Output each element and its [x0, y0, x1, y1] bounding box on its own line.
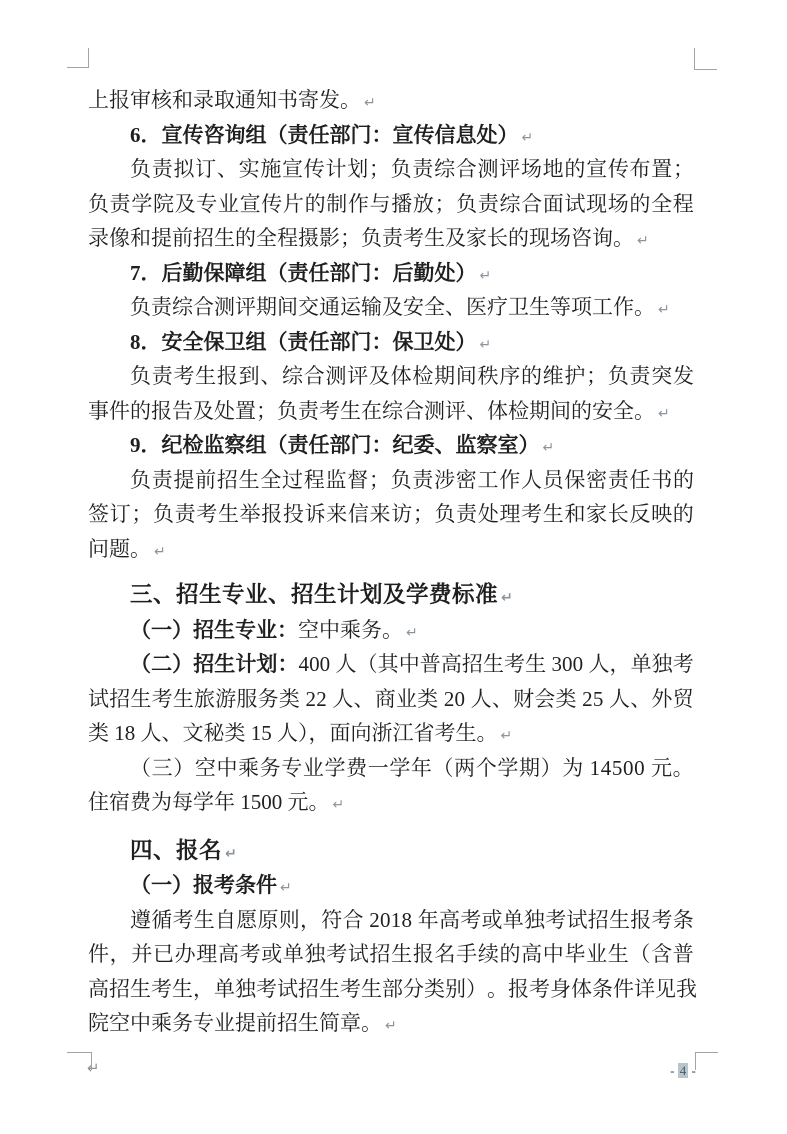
text-run-bold: 四、报名	[130, 837, 223, 863]
paragraph-mark-icon: ↵	[154, 543, 166, 560]
page-number-dash-left: -	[670, 1063, 678, 1078]
text-line: 高 招 生 考 生 ， 单 独 考 试 招 生 考 生 部 分 类 别 ） 。 报 考 身 体 条 件 详 见 我	[88, 976, 697, 1001]
text-run-bold: 7．后勤保障组（责任部门：后勤处）	[130, 260, 477, 285]
paragraph-mark-icon: ↵	[479, 336, 492, 353]
text-line: 试 招 生 考 生 旅 游 服 务 类 2 2 人 、 商 业 类 2 0 人 、 财 会 类 2 5 人 、 外 贸	[88, 686, 694, 711]
text-line	[88, 118, 694, 153]
text-line	[88, 290, 694, 325]
text-run-bold: 6．宣传咨询组（责任部门：宣传信息处）	[130, 122, 519, 147]
paragraph-mark-icon: ↵	[332, 797, 345, 813]
page-number	[662, 1062, 704, 1080]
text-line	[88, 716, 694, 751]
text-run: 录像和提前招生的全程摄影；负责考生及家长的现场咨询。	[88, 226, 634, 250]
text-line	[88, 613, 694, 648]
crop-mark-top-right-icon	[694, 48, 717, 70]
paragraph-mark-icon: ↵	[521, 129, 534, 146]
text-run: 空中乘务。	[298, 617, 403, 642]
text-line: 件 ， 并 已 办 理 高 考 或 单 独 考 试 招 生 报 名 手 续 的 高 中 毕 业 生 （ 含 普	[88, 942, 694, 966]
text-run: 负责综合测评期间交通运输及安全、医疗卫生等项工作。	[130, 295, 655, 319]
text-run: 类 18 人、文秘类 15 人），面向浙江省考生。	[88, 721, 498, 745]
text-line	[88, 834, 694, 869]
paragraph-mark-icon: ↵	[479, 267, 492, 284]
text-line	[88, 578, 694, 613]
text-run: 事件的报告及处置；负责考生在综合测评、体检期间的安全。	[88, 398, 655, 423]
text-line: 签 订 ； 负 责 考 生 举 报 投 诉 来 信 来 访 ； 负 责 处 理 考 生 和 家 长 反 映 的	[88, 502, 694, 526]
text-line: （ 二 ） 招 生 计 划 ： 4 0 0 人 （ 其 中 普 高 招 生 考 生 3 0 0 人 ， 单 独 考	[130, 652, 694, 676]
footer-paragraph-mark-icon: ↵	[87, 1059, 100, 1077]
text-run: 上报审核和录取通知书寄发。	[88, 88, 361, 112]
text-line: 负 责 学 院 及 专 业 宣 传 片 的 制 作 与 播 放 ； 负 责 综 合 面 试 现 场 的 全 程	[88, 191, 694, 216]
paragraph-mark-icon: ↵	[364, 95, 376, 111]
text-line: 负 责 考 生 报 到 、 综 合 测 评 及 体 检 期 间 秩 序 的 维 护 ； 负 责 突 发	[130, 364, 694, 388]
text-run-bold: 8．安全保卫组（责任部门：保卫处）	[130, 329, 477, 354]
paragraph-mark-icon: ↵	[500, 728, 513, 744]
text-run-bold: 9．纪检监察组（责任部门：纪委、监察室）	[130, 433, 540, 457]
text-run: 院空中乘务专业提前招生简章。	[88, 1011, 382, 1035]
text-line	[88, 428, 694, 463]
text-run: 问题。	[88, 536, 151, 561]
text-line	[88, 394, 694, 429]
text-line	[88, 83, 694, 118]
text-line	[88, 532, 694, 567]
text-line: 遵 循 考 生 自 愿 原 则 ， 符 合 2 0 1 8 年 高 考 或 单 独 考 试 招 生 报 考 条	[130, 907, 694, 932]
paragraph-mark-icon: ↵	[225, 845, 238, 862]
paragraph-mark-icon: ↵	[280, 880, 292, 896]
text-line	[88, 221, 694, 256]
paragraph-mark-icon: ↵	[658, 405, 670, 422]
paragraph-mark-icon: ↵	[637, 233, 649, 249]
text-line	[88, 1006, 694, 1041]
paragraph-mark-icon: ↵	[501, 590, 514, 606]
text-line	[88, 325, 694, 360]
text-run-bold: （一）报考条件	[130, 873, 277, 897]
text-line	[88, 868, 694, 903]
text-line	[88, 785, 694, 820]
text-line: （ 三 ） 空 中 乘 务 专 业 学 费 一 学 年 （ 两 个 学 期 ） 为 1 4 5 0 0 元 。	[130, 755, 694, 780]
crop-mark-top-left-icon	[67, 48, 89, 68]
paragraph-mark-icon: ↵	[385, 1018, 397, 1034]
page-number-dash-right: -	[688, 1063, 696, 1078]
text-run: 住宿费为每学年 1500 元。	[88, 790, 330, 814]
paragraph-mark-icon: ↵	[658, 302, 670, 318]
text-run-bold: （一）招生专业：	[130, 617, 298, 642]
document-body	[88, 83, 697, 1041]
text-line: 负 责 提 前 招 生 全 过 程 监 督 ； 负 责 涉 密 工 作 人 员 保 密 责 任 书 的	[130, 467, 694, 492]
paragraph-mark-icon: ↵	[542, 440, 555, 456]
page-number-field: 4	[679, 1063, 687, 1078]
text-run-bold: 三、招生专业、招生计划及学费标准	[130, 582, 499, 607]
text-line: 负 责 拟 订 、 实 施 宣 传 计 划 ； 负 责 综 合 测 评 场 地 的 宣 传 布 置 ；	[130, 157, 694, 181]
text-line	[88, 256, 694, 291]
paragraph-mark-icon: ↵	[406, 624, 418, 641]
